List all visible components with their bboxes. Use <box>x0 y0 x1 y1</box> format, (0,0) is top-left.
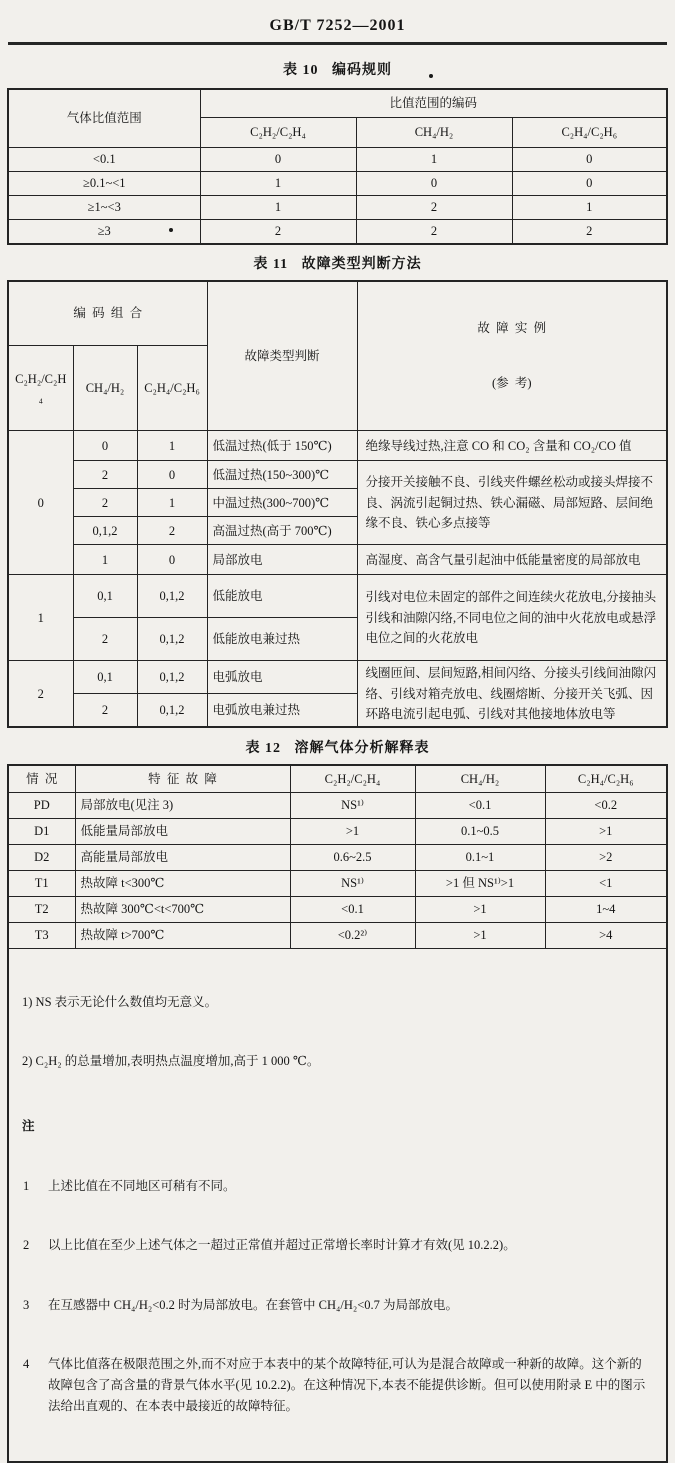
note-item <box>22 1235 653 1256</box>
code-cell: 1 <box>200 172 356 196</box>
code-cell: 0 <box>137 461 207 489</box>
ratio-cell: >1 <box>545 819 667 845</box>
note-text: 以上比值在至少上述气体之一超过正常值并超过正常增长率时计算才有效(见 10.2.2)。 <box>48 1238 516 1253</box>
code-cell: 0,1,2 <box>137 575 207 618</box>
note-text: 气体比值落在极限范围之外,而不对应于本表中的某个故障特征,可认为是混合故障或一种新的故障。这个新的故障包含了高含量的背景气体水平(见 10.2.2)。在这种情况下,本表不能提供诊断。但可以使用附录 E 中的图示法给出直观的、在本表中最接近的故障特征。 <box>48 1356 646 1413</box>
code-cell: 1 <box>73 545 137 575</box>
ratio-cell: <0.1 <box>415 793 545 819</box>
code-cell: 0,1 <box>73 661 137 694</box>
ratio-cell: >2 <box>545 845 667 871</box>
table-notes-row <box>8 949 667 1463</box>
code-cell: 2 <box>137 517 207 545</box>
ratio-range-cell: <0.1 <box>8 148 200 172</box>
ratio-range-cell: ≥3 <box>8 220 200 245</box>
code-cell: 2 <box>73 694 137 727</box>
table-row <box>8 172 667 196</box>
code-cell: 2 <box>356 196 512 220</box>
table12-gas-header: C₂H₂/C₂H₄ <box>290 765 415 793</box>
footnote-2: 2) C₂H₂ 的总量增加,表明热点温度增加,高于 1 000 ℃。 <box>22 1053 320 1068</box>
table11-gas-header: CH₄/H₂ <box>73 345 137 431</box>
code-cell: 0 <box>512 148 667 172</box>
code-cell: 2 <box>73 618 137 661</box>
table12-gas-header: C₂H₄/C₂H₆ <box>545 765 667 793</box>
code-cell: 0 <box>73 431 137 461</box>
ratio-cell: 0.1~0.5 <box>415 819 545 845</box>
fault-judgment-cell: 低温过热(150~300)℃ <box>207 461 357 489</box>
note-item <box>22 1176 653 1197</box>
table-row <box>8 819 667 845</box>
code-cell: 0,1,2 <box>137 618 207 661</box>
code-group-cell: 0 <box>8 431 73 575</box>
code-cell: 1 <box>512 196 667 220</box>
fault-cell: 高能量局部放电 <box>75 845 290 871</box>
table-row <box>8 871 667 897</box>
ratio-cell: NS¹⁾ <box>290 793 415 819</box>
table10-gas-header: C₂H₂/C₂H₄ <box>200 118 356 148</box>
code-group-cell: 1 <box>8 575 73 661</box>
note-number: 4 <box>23 1356 30 1371</box>
fault-judgment-cell: 中温过热(300~700)℃ <box>207 489 357 517</box>
fault-cell: 低能量局部放电 <box>75 819 290 845</box>
code-cell: 0 <box>356 172 512 196</box>
code-cell: 0,1 <box>73 575 137 618</box>
code-cell: 1 <box>137 489 207 517</box>
fault-example-cell: 分接开关接触不良、引线夹件螺丝松动或接头焊接不良、涡流引起铜过热、铁心漏磁、局部短路、层间绝缘不良、铁心多点接等 <box>357 461 667 545</box>
scan-artifact-dot <box>429 74 433 78</box>
fault-judgment-cell: 电弧放电 <box>207 661 357 694</box>
fault-cell: 热故障 t<300℃ <box>75 871 290 897</box>
code-cell: 2 <box>73 461 137 489</box>
table12-fault-header: 特 征 故 障 <box>75 765 290 793</box>
notes-label: 注 <box>22 1118 35 1133</box>
table-row <box>8 845 667 871</box>
table10-gas-header: C₂H₄/C₂H₆ <box>512 118 667 148</box>
table-row <box>8 793 667 819</box>
table12-gas-header: CH₄/H₂ <box>415 765 545 793</box>
code-cell: 0 <box>512 172 667 196</box>
table-row <box>8 196 667 220</box>
ratio-cell: >1 <box>290 819 415 845</box>
table11-gas-header: C₂H₂/C₂H₄ <box>8 345 73 431</box>
ratio-cell: 0.1~1 <box>415 845 545 871</box>
code-cell: 0,1,2 <box>137 694 207 727</box>
code-cell: 2 <box>200 220 356 245</box>
table-row <box>8 575 667 618</box>
ratio-cell: >4 <box>545 923 667 949</box>
note-item <box>22 1295 653 1316</box>
fault-judgment-cell: 电弧放电兼过热 <box>207 694 357 727</box>
table-row <box>8 923 667 949</box>
fault-cell: 热故障 300℃<t<700℃ <box>75 897 290 923</box>
table-row <box>8 461 667 489</box>
ratio-cell: <1 <box>545 871 667 897</box>
table-row <box>8 220 667 245</box>
table11-example-header <box>357 281 667 431</box>
code-cell: 0 <box>137 545 207 575</box>
table10-row-header: 气体比值范围 <box>8 89 200 148</box>
ratio-cell: >1 <box>415 897 545 923</box>
table12-notes-area <box>8 949 667 1463</box>
ratio-cell: <0.1 <box>290 897 415 923</box>
table12-dga-interpretation <box>7 764 668 1463</box>
footnote-1: 1) NS 表示无论什么数值均无意义。 <box>22 995 218 1010</box>
fault-cell: 局部放电(见注 3) <box>75 793 290 819</box>
code-cell: 0,1,2 <box>73 517 137 545</box>
ratio-cell: <0.2 <box>545 793 667 819</box>
scan-artifact-dot <box>169 228 173 232</box>
case-cell: D1 <box>8 819 75 845</box>
table10-gas-header: CH₄/H₂ <box>356 118 512 148</box>
fault-example-cell: 绝缘导线过热,注意 CO 和 CO₂ 含量和 CO₂/CO 值 <box>357 431 667 461</box>
note-text: 上述比值在不同地区可稍有不同。 <box>48 1179 236 1193</box>
fault-example-cell: 引线对电位未固定的部件之间连续火花放电,分接抽头引线和油隙闪络,不同电位之间的油中火花放电或悬浮电位之间的火花放电 <box>357 575 667 661</box>
fault-judgment-cell: 局部放电 <box>207 545 357 575</box>
case-cell: T1 <box>8 871 75 897</box>
header-rule <box>8 42 667 45</box>
code-group-cell: 2 <box>8 661 73 727</box>
table10-group-header: 比值范围的编码 <box>200 89 667 118</box>
table-row <box>8 661 667 694</box>
ratio-cell: NS¹⁾ <box>290 871 415 897</box>
table10-coding-rules <box>7 88 668 245</box>
fault-example-cell: 高湿度、高含气量引起油中低能量密度的局部放电 <box>357 545 667 575</box>
ratio-range-cell: ≥1~<3 <box>8 196 200 220</box>
ratio-range-cell: ≥0.1~<1 <box>8 172 200 196</box>
code-cell: 1 <box>356 148 512 172</box>
ratio-cell: 0.6~2.5 <box>290 845 415 871</box>
case-cell: PD <box>8 793 75 819</box>
fault-judgment-cell: 低能放电 <box>207 575 357 618</box>
code-cell: 2 <box>512 220 667 245</box>
code-cell: 0 <box>200 148 356 172</box>
case-cell: T2 <box>8 897 75 923</box>
example-header-line1: 故 障 实 例 <box>477 321 547 336</box>
case-cell: T3 <box>8 923 75 949</box>
ratio-cell: 1~4 <box>545 897 667 923</box>
table12-case-header: 情 况 <box>8 765 75 793</box>
table11-gas-header: C₂H₄/C₂H₆ <box>137 345 207 431</box>
fault-judgment-cell: 低能放电兼过热 <box>207 618 357 661</box>
code-cell: 1 <box>200 196 356 220</box>
fault-example-cell: 线圈匝间、层间短路,相间闪络、分接头引线间油隙闪络、引线对箱壳放电、线圈熔断、分接开关飞弧、因环路电流引起电弧、引线对其他接地体放电等 <box>357 661 667 727</box>
table10-title: 表 10 编码规则 <box>283 63 392 78</box>
table11-group-header: 编 码 组 合 <box>8 281 207 345</box>
fault-judgment-cell: 低温过热(低于 150℃) <box>207 431 357 461</box>
ratio-cell: <0.2²⁾ <box>290 923 415 949</box>
fault-judgment-cell: 高温过热(高于 700℃) <box>207 517 357 545</box>
code-cell: 0,1,2 <box>137 661 207 694</box>
code-cell: 2 <box>73 489 137 517</box>
note-item <box>22 1354 653 1417</box>
table12-title: 表 12 溶解气体分析解释表 <box>245 741 430 756</box>
case-cell: D2 <box>8 845 75 871</box>
table-row <box>8 148 667 172</box>
table11-fault-type-judgment <box>7 280 668 728</box>
note-number: 3 <box>23 1297 30 1312</box>
fault-cell: 热故障 t>700℃ <box>75 923 290 949</box>
code-cell: 1 <box>137 431 207 461</box>
table-row <box>8 431 667 461</box>
note-text: 在互感器中 CH₄/H₂<0.2 时为局部放电。在套管中 CH₄/H₂<0.7 为局部放电。 <box>48 1297 459 1312</box>
note-number: 1 <box>23 1179 30 1193</box>
ratio-cell: >1 但 NS¹⁾>1 <box>415 871 545 897</box>
ratio-cell: >1 <box>415 923 545 949</box>
table-row <box>8 897 667 923</box>
table11-judgment-header: 故障类型判断 <box>207 281 357 431</box>
table11-title: 表 11 故障类型判断方法 <box>253 257 422 272</box>
note-number: 2 <box>23 1238 30 1253</box>
code-cell: 2 <box>356 220 512 245</box>
table-row <box>8 545 667 575</box>
standard-number: GB/T 7252—2001 <box>269 17 406 34</box>
example-header-line2: (参 考) <box>491 376 532 391</box>
